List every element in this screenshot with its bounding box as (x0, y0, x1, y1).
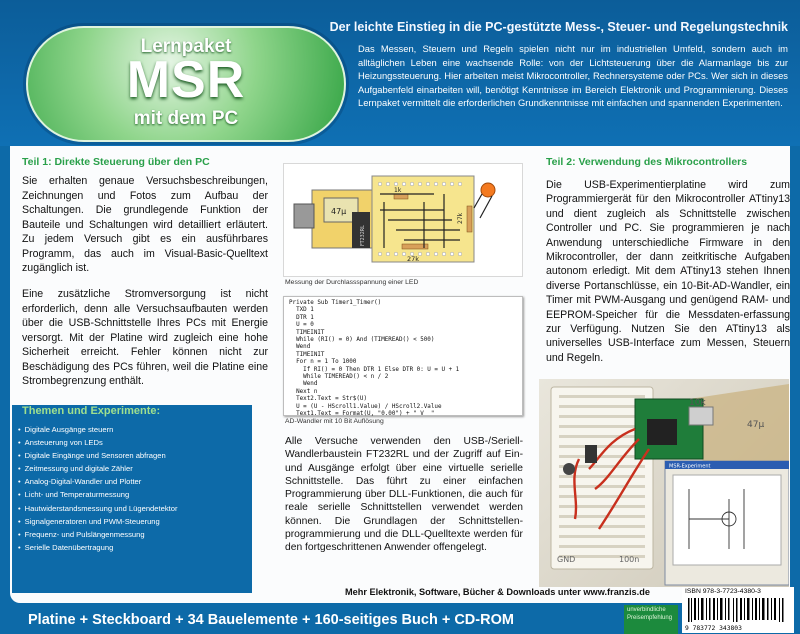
barcode (682, 587, 794, 633)
resistor-label: 27k (407, 255, 420, 263)
list-item: • Signalgeneratoren und PWM-Steuerung (18, 515, 178, 528)
code-line: Text1.Text = Format(U, "0.00") + " V " (289, 411, 435, 418)
code-line: Wend (289, 344, 311, 351)
code-line: U = (U - HScroll1.Value) / HScroll2.Value (289, 403, 442, 410)
part2-paragraph: Die USB-Experimentierplatine wird zum Programmiergerät für den Mikrocontroller ATtiny13 und dient zugleich als Schnittstelle zwischen Controller und PC. Sie programmieren je nach Anwendung unterschiedliche Firmware in den Mikrocontroller, der dann zeitkritische Aufgaben autonom erledigt. Mit dem ATtiny13 stehen Ihnen diverse Portanschlüsse, ein 10-Bit-AD-Wandler, ein Timer mit PWM-Ausgang und genügend RAM- und EEPROM-Speicher für die Messdaten-erfassung zur Verfügung. Nutzen Sie den ATtiny13 als universelles USB-Interface zum Messen, Steuern und Regeln. (546, 179, 790, 364)
code-line: TIMEINIT (289, 351, 325, 358)
resistor-label: 1k (394, 187, 402, 194)
logo-line-3: mit dem PC (133, 108, 239, 129)
code-line: Next n (289, 388, 318, 395)
code-caption: AD-Wandler mit 10 Bit Auflösung (285, 418, 384, 425)
code-line: TXD 1 (289, 307, 314, 314)
code-listing (283, 296, 523, 416)
themes-list (18, 423, 178, 554)
list-item: • Serielle Datenübertragung (18, 541, 178, 554)
breadboard-photo (539, 379, 789, 587)
code-line: If RI() = 0 Then DTR 1 Else DTR 0: U = U + 1 (289, 366, 460, 373)
product-logo (26, 26, 346, 142)
breadboard-photo-drawing (539, 379, 789, 587)
code-line: While TIMEREAD() < n / 2 (289, 374, 389, 381)
code-line: DTR 1 (289, 314, 314, 321)
themes-title: Themen und Experimente: (22, 405, 161, 417)
barcode-bars (688, 598, 788, 622)
logo-line-1: Lernpaket (140, 36, 232, 57)
circuit-diagram (283, 163, 523, 277)
code-line: TIMEINIT (289, 329, 325, 336)
breadboard-drawing (284, 164, 522, 276)
list-item: • Ansteuerung von LEDs (18, 436, 178, 449)
circuit-caption: Messung der Durchlassspannung einer LED (285, 279, 419, 286)
isbn-number: ISBN 978-3-7723-4380-3 (685, 588, 761, 595)
code-line: U = 0 (289, 322, 314, 329)
capacitor-label: 100n (619, 555, 640, 564)
barcode-digits: 9 783772 343803 (685, 625, 742, 632)
code-line: For n = 1 To 1000 (289, 359, 357, 366)
chip-label: FT232RL (361, 225, 366, 246)
list-item: • Analog-Digital-Wandler und Plotter (18, 475, 178, 488)
cap-label: 47µ (331, 207, 347, 216)
code-line: Wend (289, 381, 318, 388)
list-item: • Hautwiderstandsmessung und Lügendetektor (18, 502, 178, 515)
screen-title: MSR-Experiment (669, 463, 711, 470)
logo-title: MSR (126, 51, 246, 109)
list-item: • Digitale Eingänge und Sensoren abfragen (18, 449, 178, 462)
package-contents: Platine + Steckboard + 34 Bauelemente + 160-seitiges Buch + CD-ROM (28, 612, 514, 628)
contents-strip (0, 608, 800, 634)
themes-box (12, 405, 252, 593)
list-item: • Frequenz- und Pulslängenmessung (18, 528, 178, 541)
code-line: Text2.Text = Str$(U) (289, 396, 368, 403)
intro-text: Das Messen, Steuern und Regeln spielen nicht nur im industriellen Umfeld, sondern auch im alltäglichen Leben eine wachsende Rolle: von der Lichtsteuerung über die Alarmanlage bis zur Heizungssteuerung. Hier arbeiten meist Mikrocontroller, Rechnersysteme oder PCs. Wer sich in dieses Aufgabenfeld einarbeiten will, benötigt Kenntnisse im Bereich Elektronik und Programmierung. Dieses Lernpaket vermittelt die erforderlichen Grundkenntnisse mit einfachen und spannenden Experimenten. (358, 43, 788, 108)
tagline: Der leichte Einstieg in die PC-gestützte Mess-, Steuer- und Regelungstechnik (329, 20, 788, 34)
list-item: • Digitale Ausgänge steuern (18, 423, 178, 436)
list-item: • Licht- und Temperaturmessung (18, 488, 178, 501)
resistor-label: 27k (457, 212, 464, 224)
list-item: • Zeitmessung und digitale Zähler (18, 462, 178, 475)
code-line: Private Sub Timer1_Timer() (289, 300, 382, 306)
publisher-web-line: Mehr Elektronik, Software, Bücher & Downloads unter www.franzis.de (345, 587, 650, 597)
part1-paragraph-1: Sie erhalten genaue Versuchsbeschreibungen, Zeichnungen und Fotos zum Aufbau der Schaltungen. Die grundlegende Funktion der Bauteile und Schaltungen wird detailliert erläutert. Zu jedem Versuch gibt es ein ausführbares Programm, das auch im Visual-Basic-Quelltext zugänglich ist. (22, 175, 268, 274)
capacitor-label: 47µ (747, 420, 765, 430)
part1-title: Teil 1: Direkte Steuerung über den PC (22, 156, 210, 168)
resistor-label: 10k (689, 398, 706, 408)
middle-paragraph: Alle Versuche verwenden den USB-/Seriell-Wandlerbaustein FT232RL und der Zugriff auf Ein- und Ausgänge erfolgt über eine virtuelle serielle Schnittstelle. Das führt zu einer einfachen Programmierung über DLL-Funktionen, die auch für reale serielle Schnittstellen verwendet werden können. Die Grundlagen der Schnittstellen-programmierung und die DLL-Quelltexte werden für den fortgeschrittenen Anwender offengelegt. (285, 436, 523, 554)
part1-paragraph-2: Eine zusätzliche Stromversorgung ist nicht erforderlich, denn alle Versuchsaufbauten werden über die USB-Schnittstelle Ihres PCs mit Energie versorgt. Mit der Platine wird zugleich eine hohe Sicherheit erreicht. Fehler können nicht zur Beschädigung des PCs führen, weil die Platine eine Strombegrenzung enthält. (22, 288, 268, 387)
ground-label: GND (557, 555, 576, 564)
code-line: While (RI() = 0) And (TIMEREAD() < 500) (289, 337, 435, 344)
part2-title: Teil 2: Verwendung des Mikrocontrollers (546, 156, 748, 168)
price-badge: unverbindliche Preisempfehlung (624, 605, 678, 634)
